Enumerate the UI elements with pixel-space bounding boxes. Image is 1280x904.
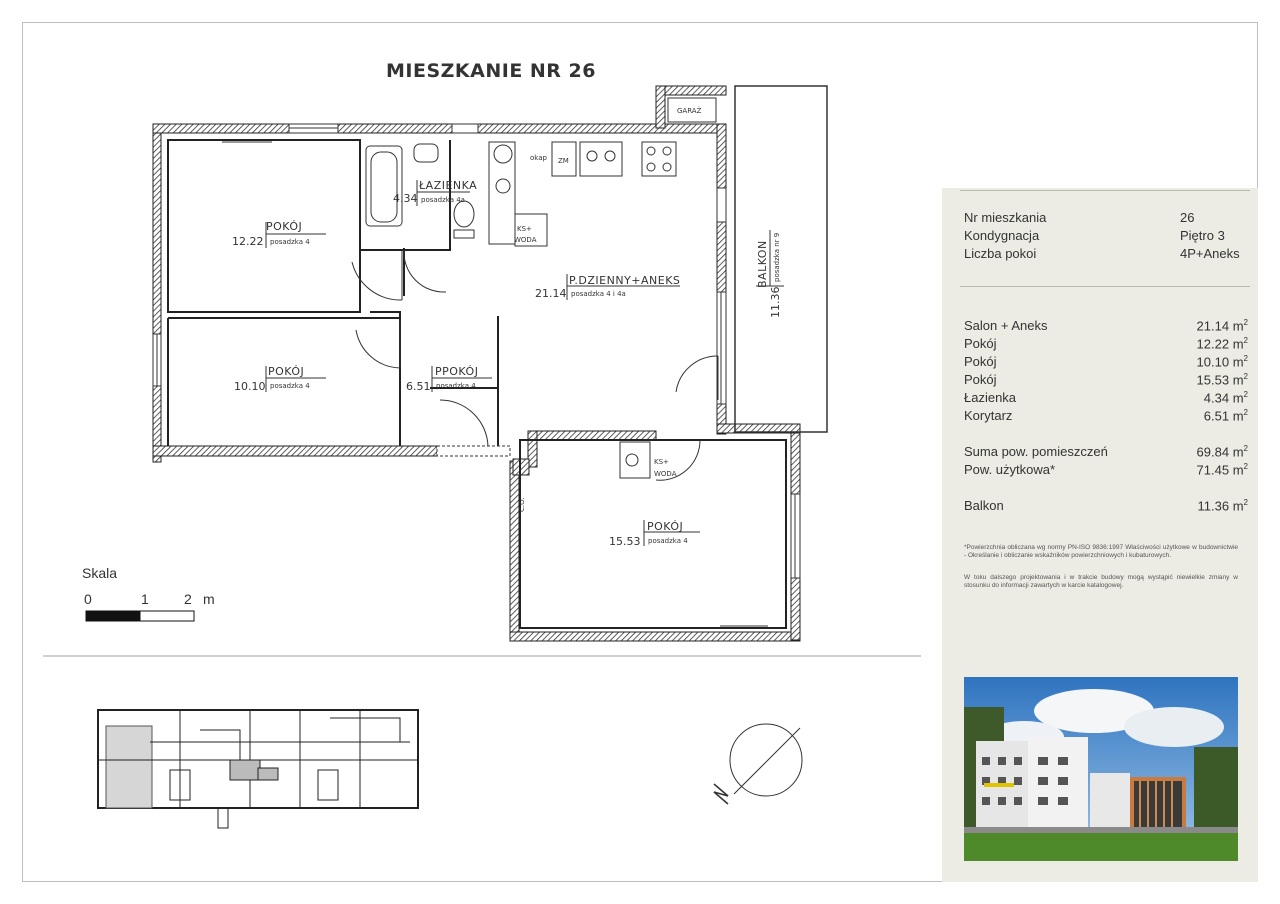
scale-tick-0: 0 [84, 591, 92, 607]
compass-icon [714, 724, 802, 804]
svg-text:4.34: 4.34 [393, 192, 418, 205]
svg-text:posadzka 4: posadzka 4 [270, 238, 310, 246]
woda-label-2: WODA [654, 470, 677, 478]
svg-text:posadzka 4 i 4a: posadzka 4 i 4a [571, 290, 626, 298]
svg-text:12.22: 12.22 [232, 235, 264, 248]
scale-bar [86, 611, 194, 621]
room-pokoj-1 [232, 220, 326, 248]
woda-label-1: WODA [514, 236, 537, 244]
garage-label: GARAŻ [677, 107, 702, 115]
info-panel: Nr mieszkania 26 Kondygnacja Piętro 3 Liczba pokoi 4P+Aneks Salon + Aneks 21.14 $m^2$ Pokój 12.22 $m^2$ Pokój 10.10 $m^2$ Pokój 15.53 $m^2$ Łazienka 4.34 $m^2$ Korytarz 6.51 $m^2$ Suma pow. pomieszczeń 69.84 $m^2$ Pow. użytkowa* 71.45 $m^2$ Balkon 11.36 $m^2$ *Powierzchnia obliczana wg normy PN-ISO 9836:1997 Właściwości użytkowe w budownictwie - Określanie i obliczanie wskaźników powierzchniowych i kubaturowych. W toku dalszego projektowania i w trakcie budowy mogą wystąpić niewielkie zmiany w stosunku do informacji zawartych w karcie katalogowej. [942, 188, 1258, 882]
svg-text:POKÓJ: POKÓJ [266, 220, 303, 233]
fridge-label: ZM [558, 157, 569, 165]
svg-text:21.14: 21.14 [535, 287, 567, 300]
room-lazienka [393, 179, 477, 206]
svg-text:posadzka 4a: posadzka 4a [421, 196, 465, 204]
svg-text:posadzka 4: posadzka 4 [648, 537, 688, 545]
room-pokoj-3 [609, 520, 700, 548]
room-pokoj-2 [234, 365, 326, 393]
scale-tick-2: 2 [184, 591, 192, 607]
footnote-1: *Powierzchnia obliczana wg normy PN-ISO 9836:1997 Właściwości użytkowe w budownictwie - Określanie i obliczanie wskaźników powierzchniowych i kubaturowych. [964, 544, 1238, 559]
svg-text:POKÓJ: POKÓJ [647, 520, 684, 533]
svg-text:PPOKÓJ: PPOKÓJ [435, 365, 479, 378]
svg-text:posadzka 4: posadzka 4 [270, 382, 310, 390]
svg-text:POKÓJ: POKÓJ [268, 365, 305, 378]
co-label: C.O. [518, 497, 526, 512]
windows [153, 124, 800, 578]
page-title: MIESZKANIE NR 26 [386, 60, 596, 82]
plan-labels [514, 154, 677, 512]
svg-text:11.36: 11.36 [769, 286, 782, 318]
svg-text:posadzka nr 9: posadzka nr 9 [773, 232, 781, 282]
svg-text:BALKON: BALKON [756, 240, 769, 288]
site-key-plan [98, 710, 418, 828]
svg-text:posadzka 4: posadzka 4 [436, 382, 476, 390]
building-photo [964, 677, 1238, 861]
svg-text:P.DZIENNY+ANEKS: P.DZIENNY+ANEKS [569, 274, 681, 287]
balcony-outline [735, 86, 827, 432]
svg-text:10.10: 10.10 [234, 380, 266, 393]
walls [153, 86, 800, 641]
svg-text:15.53: 15.53 [609, 535, 641, 548]
ks-label-2: KS+ [654, 458, 669, 466]
balcony-label-group [756, 230, 784, 318]
svg-text:ŁAZIENKA: ŁAZIENKA [419, 179, 478, 192]
footnote-2: W toku dalszego projektowania i w trakcie budowy mogą wystąpić niewielkie zmiany w stosunku do informacji zawartych w karcie katalogowej. [964, 574, 1238, 589]
svg-text:6.51: 6.51 [406, 380, 431, 393]
scale-tick-1: 1 [141, 591, 149, 607]
okap-label: okap [530, 154, 547, 162]
scale-label: Skala [82, 565, 118, 581]
divider [43, 655, 921, 657]
scale-unit: m [203, 591, 215, 607]
room-dzienny-aneks [535, 274, 680, 300]
ks-label-1: KS+ [517, 225, 532, 233]
